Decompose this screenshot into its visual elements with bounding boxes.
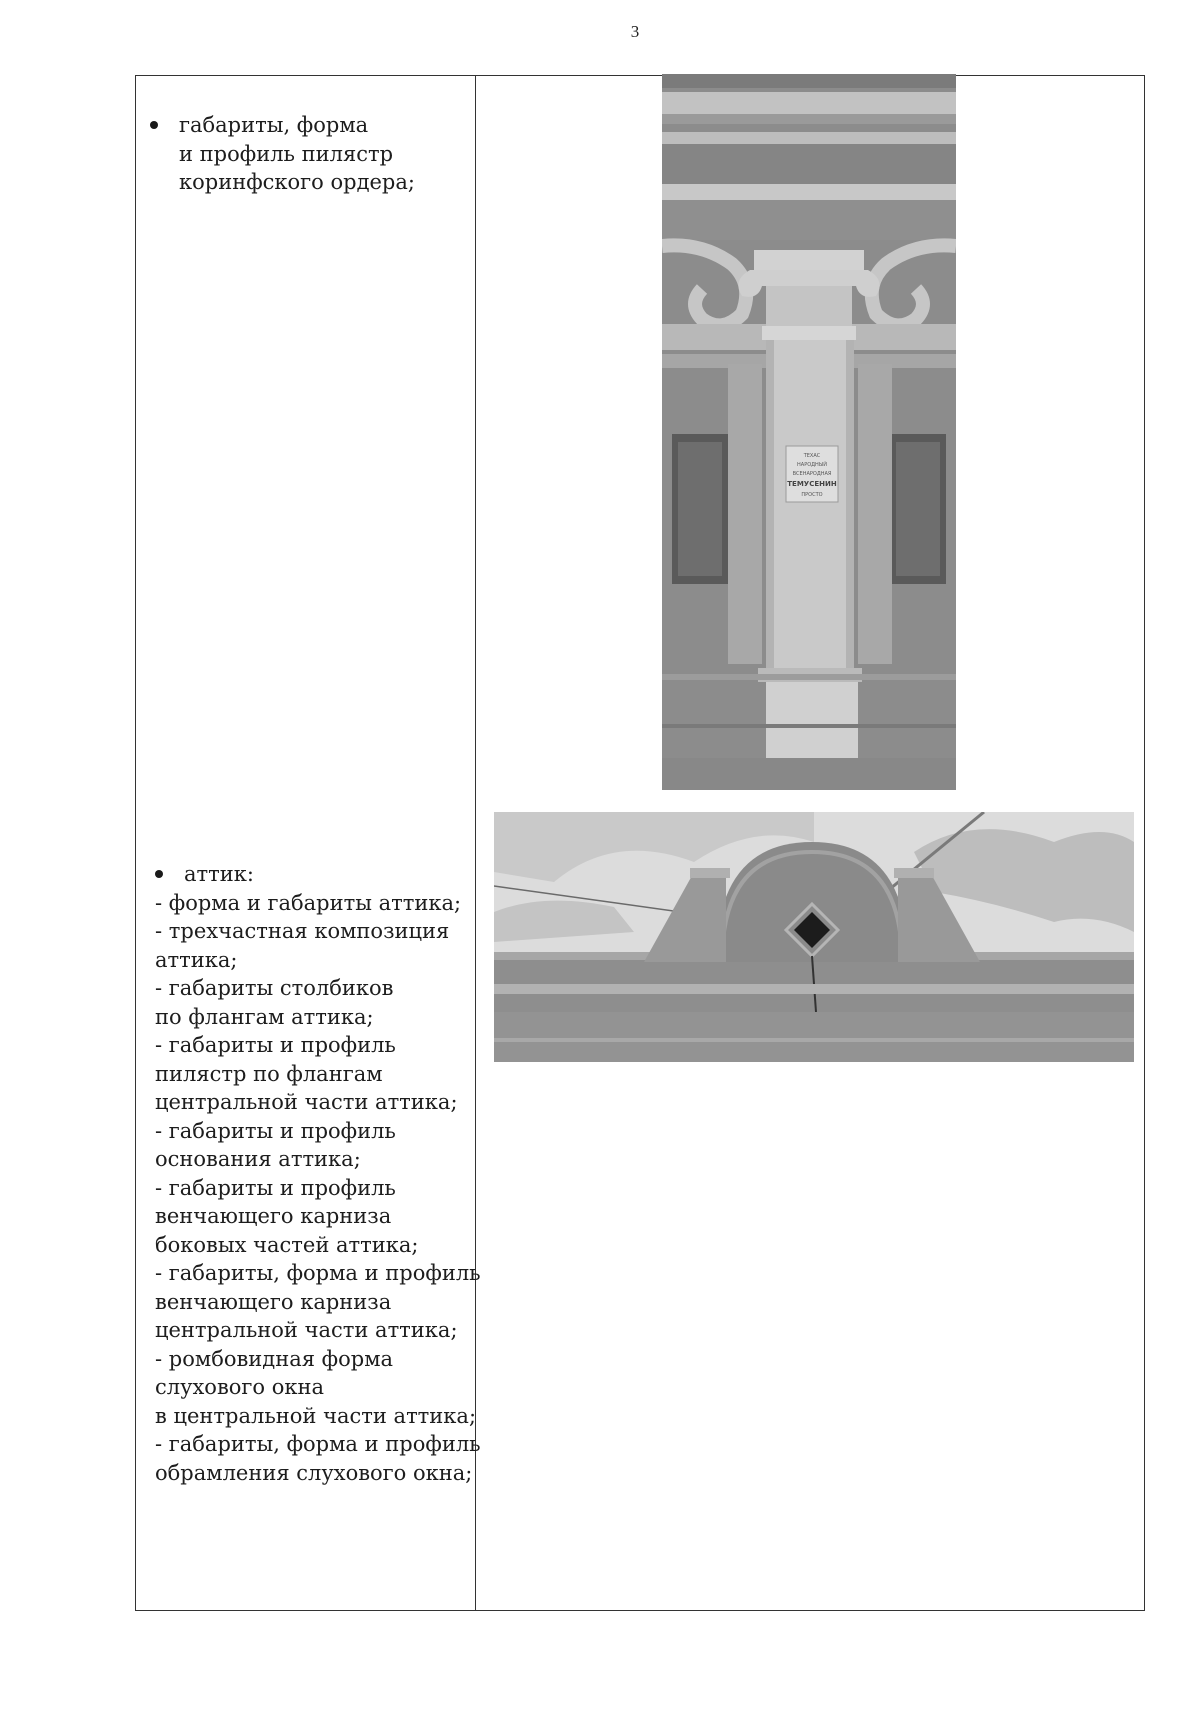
plaque-text: ВСЕНАРОДНАЯ [792, 471, 832, 477]
bullet-icon [155, 870, 163, 878]
row-2-line: - габариты, форма и профиль [155, 1432, 481, 1456]
row-1-line: габариты, форма [179, 113, 369, 137]
row-2-line: венчающего карниза [155, 1289, 392, 1314]
row-2-line: слухового окна [155, 1375, 325, 1399]
bullet-icon [150, 121, 158, 129]
row-2-line: - габариты столбиков [155, 976, 394, 1000]
row-2-line: - габариты и профиль [155, 1175, 396, 1200]
plaque-text: НАРОДНЫЙ [797, 462, 827, 468]
plaque-text: ТЕХАС [803, 453, 821, 459]
row-2-line: аттика; [155, 947, 238, 972]
row-1-description [150, 111, 415, 197]
plaque-text: ПРОСТО [801, 492, 823, 498]
attic-heading: аттик: [184, 862, 254, 886]
row-2-line: - ромбовидная форма [155, 1346, 394, 1371]
row-1-line: и профиль пилястр [179, 141, 394, 166]
row-2-line: центральной части аттика; [155, 1090, 458, 1114]
attic-heading-line [155, 860, 481, 889]
attic-photo [494, 812, 1134, 1062]
plaque-text: ТЕМУСЕНИН [787, 480, 837, 488]
row-2-line: боковых частей аттика; [155, 1232, 419, 1257]
row-2-line: по флангам аттика; [155, 1004, 374, 1029]
row-2-line: в центральной части аттика; [155, 1403, 477, 1428]
row-2-description [155, 860, 481, 1487]
row-2-line: - форма и габариты аттика; [155, 890, 462, 915]
page-number: 3 [630, 22, 640, 41]
row-2-line: - габариты, форма и профиль [155, 1261, 481, 1285]
row-2-line: центральной части аттика; [155, 1318, 458, 1342]
row-2-line: пилястр по флангам [155, 1061, 383, 1086]
row-2-line: - габариты и профиль [155, 1118, 396, 1143]
row-2-line: - трехчастная композиция [155, 919, 450, 943]
row-2-line: обрамления слухового окна; [155, 1460, 473, 1485]
pilaster-photo [662, 74, 956, 790]
row-2-line: венчающего карниза [155, 1204, 392, 1228]
row-1-line: коринфского ордера; [179, 170, 415, 194]
row-2-line: основания аттика; [155, 1147, 361, 1171]
row-2-line: - габариты и профиль [155, 1033, 396, 1057]
